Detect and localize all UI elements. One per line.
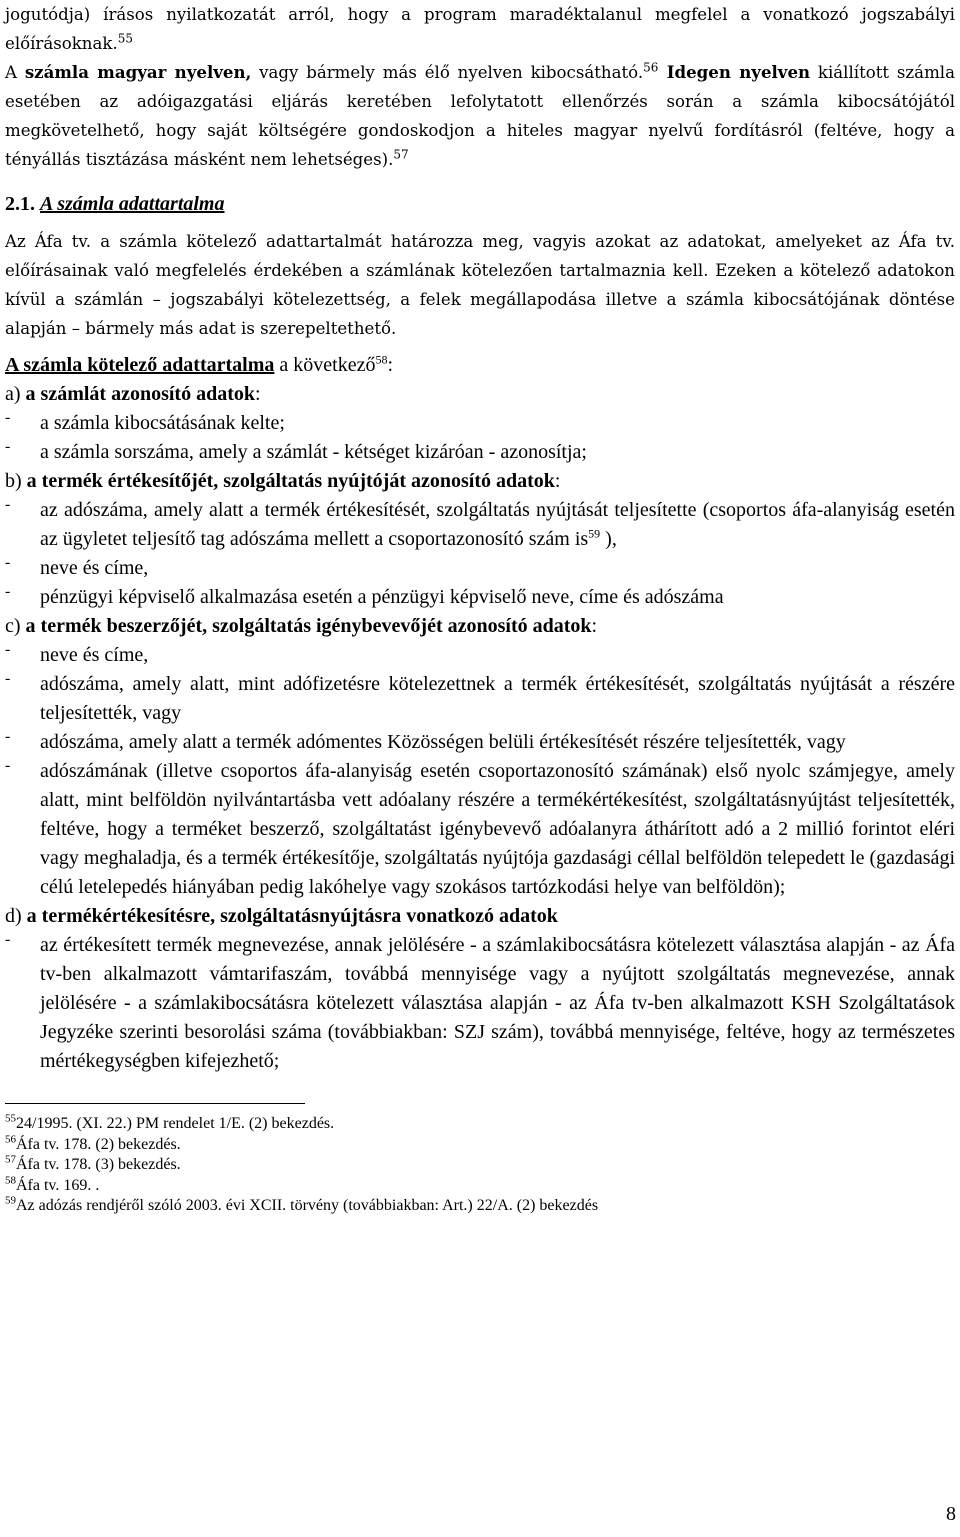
list-item: - az értékesített termék megnevezése, annak jelölésére - a számlakibocsátásra kötelezett választása alapján - az Áfa tv-ben alkalmazott vámtarifaszám, továbbá mennyisége vagy a nyújtott szolgáltatás megnevezése, annak jelölésére - a számlakibocsátásra kötelezett választása alapján - az Áfa tv-ben alkalmazott KSH Szolgáltatások Jegyzéke szerinti besorolási száma (továbbiakban: SZJ szám), továbbá mennyisége, feltéve, hogy az természetes mértékegységben kifejezhető; <box>5 931 955 1072</box>
footnote: $^{55}$24/1995. (XI. 22.) PM rendelet 1/E. (2) bekezdés. <box>5 1112 335 1132</box>
footnote: $^{59}$Az adózás rendjéről szóló 2003. évi XCII. törvény (továbbiakban: Art.) 22/A. (2) bekezdés <box>5 1194 599 1214</box>
list-item: - az adószáma, amely alatt a termék értékesítését, szolgáltatás nyújtását teljesítette (csoportos áfa-alanyiság esetén az ügyletet teljesítő tag adószáma mellett a csoportazonosító szám $is^{59}$ ), <box>5 496 955 550</box>
section-d-heading: d) a termékértékesítésre, szolgáltatásnyújtásra vonatkozó adatok <box>5 905 558 927</box>
section-c-heading: c) a termék beszerzőjét, szolgáltatás igénybevevőjét azonosító adatok: <box>5 615 598 637</box>
list-item: - pénzügyi képviselő alkalmazása esetén a pénzügyi képviselő neve, címe és adószáma <box>5 583 724 608</box>
list-item: - a számla kibocsátásának kelte; <box>5 409 285 434</box>
list-item: - a számla sorszáma, amely a számlát - kétséget kizáróan - azonosítja; <box>5 438 587 463</box>
list-item: - neve és címe, <box>5 554 149 579</box>
footnote: $^{57}$Áfa tv. 178. (3) bekezdés. <box>5 1153 181 1173</box>
footnote-ref-56: 56 <box>643 60 659 75</box>
list-item: - neve és címe, <box>5 641 149 666</box>
section-a-heading: a) a számlát azonosító adatok: <box>5 383 261 405</box>
footnote-ref-58: 58 <box>375 352 388 367</box>
footnote-ref-55: 55 <box>117 31 134 46</box>
footnote-ref-57: 57 <box>393 147 409 162</box>
list-item: - adószáma, amely alatt a termék adómentes Közösségen belüli értékesítését részére teljesítették, vagy <box>5 728 846 753</box>
list-item: - adószámának (illetve csoportos áfa-alanyiság esetén csoportazonosító számának) első nyolc számjegye, amely alatt, mint belföldön nyilvántartásba vett adóalany részére a termékértékesítést, szolgáltatásnyújtást teljesítették, feltéve, hogy a terméket beszerző, szolgáltatást igénybevevő adóalanyra áthárított adó a 2 millió forintot eléri vagy meghaladja, és a termék értékesítője, szolgáltatás nyújtója gazdasági céllal belföldön telepedett le (gazdasági célú letelepedés hiányában pedig lakóhelye vagy szokásos tartózkodási helye van belföldön); <box>5 757 955 898</box>
footnote-separator <box>5 1103 305 1104</box>
section-number: 2.1. <box>5 193 35 215</box>
body-paragraph-2: A számla kötelező adattartalma a következő$^{58}$: <box>5 352 394 376</box>
page-number: 8 <box>946 1503 956 1525</box>
section-b-heading: b) a termék értékesítőjét, szolgáltatás nyújtóját azonosító adatok: <box>5 470 561 492</box>
footnote-ref-59: 59 <box>588 526 601 541</box>
section-title: A számla adattartalma <box>40 193 225 215</box>
section-heading <box>5 190 955 219</box>
footnotes <box>5 1114 955 1217</box>
footnote: $^{56}$Áfa tv. 178. (2) bekezdés. <box>5 1133 181 1153</box>
intro-section <box>5 0 955 174</box>
intro-paragraph-2: A számla magyar nyelven, vagy bármely más élő nyelven kibocsátható.$^{56}$ Idegen nyelven kiállított számla esetében az adóigazgatási eljárás keretében lefolytatott ellenőrzés során a számla kibocsátójától megkövetelhető, hogy saját költségére gondoskodjon a hiteles magyar nyelvű fordításról (feltéve, hogy a tényállás tisztázása másként nem lehetséges).$^{57}$ <box>5 60 956 169</box>
document-page <box>5 0 955 1217</box>
footnote: $^{58}$Áfa tv. 169. . <box>5 1174 100 1194</box>
body-paragraph-1: Az Áfa tv. a számla kötelező adattartalmát határozza meg, vagyis azokat az adatokat, amelyeket az Áfa tv. előírásainak való megfelelés érdekében a számlának kötelezően tartalmaznia kell. Ezeken a kötelező adatokon kívül a számlán – jogszabályi kötelezettség, a felek megállapodása illetve a számla kibocsátójának döntése alapján – bármely más adat is szerepeltethető. <box>5 232 955 338</box>
intro-paragraph-1: jogutódja) írásos nyilatkozatát arról, hogy a program maradéktalanul megfelel a vonatkozó jogszabályi előírásoknak.$^{55}$ <box>5 5 955 53</box>
list-item: - adószáma, amely alatt, mint adófizetésre kötelezettnek a termék értékesítését, szolgáltatás nyújtását a részére teljesítették, vagy <box>5 670 955 724</box>
